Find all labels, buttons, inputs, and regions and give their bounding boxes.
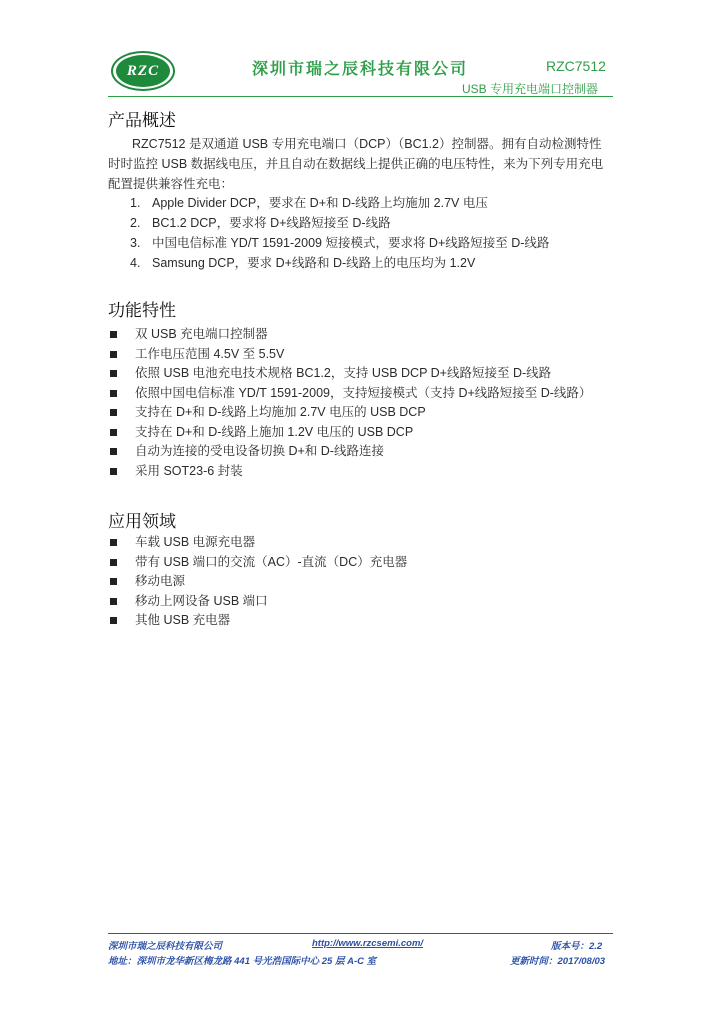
list-item: 3. 中国电信标准 YD/T 1591-2009 短接模式，要求将 D+线路短接至 D-线路 bbox=[130, 236, 550, 250]
product-subtitle: USB 专用充电端口控制器 bbox=[462, 82, 599, 96]
bullet-icon bbox=[110, 429, 117, 436]
logo-text: RZC bbox=[116, 55, 170, 87]
applications-heading: 应用领域 bbox=[108, 512, 176, 531]
footer-version: 版本号：2.2 bbox=[551, 941, 603, 952]
list-item: 带有 USB 端口的交流（AC）-直流（DC）充电器 bbox=[110, 553, 407, 573]
list-item: 支持在 D+和 D-线路上均施加 2.7V 电压的 USB DCP bbox=[110, 403, 591, 423]
list-item: 采用 SOT23-6 封装 bbox=[110, 462, 591, 482]
bullet-icon bbox=[110, 390, 117, 397]
list-item: 依照 USB 电池充电技术规格 BC1.2，支持 USB DCP D+线路短接至 D-线路 bbox=[110, 364, 591, 384]
footer-divider bbox=[108, 933, 613, 934]
overview-text: RZC7512 是双通道 USB 专用充电端口（DCP）（BC1.2）控制器。拥有自动检测特性时时监控 USB 数据线电压，并且自动在数据线上提供正确的电压特性，来为下列专用充电配置提供兼容性充电： bbox=[108, 137, 604, 191]
company-name: 深圳市瑞之辰科技有限公司 bbox=[252, 61, 469, 78]
list-item: 车载 USB 电源充电器 bbox=[110, 533, 407, 553]
list-item: 依照中国电信标准 YD/T 1591-2009，支持短接模式（支持 D+线路短接至 D-线路） bbox=[110, 384, 591, 404]
list-item: 移动电源 bbox=[110, 572, 407, 592]
overview-list bbox=[130, 193, 549, 273]
footer-company: 深圳市瑞之辰科技有限公司 bbox=[108, 941, 223, 952]
list-item: 双 USB 充电端口控制器 bbox=[110, 325, 591, 345]
company-logo bbox=[111, 51, 175, 91]
list-item: 2. BC1.2 DCP，要求将 D+线路短接至 D-线路 bbox=[130, 216, 391, 230]
footer-address: 地址：深圳市龙华新区梅龙路 441 号光浩国际中心 25 层 A-C 室 bbox=[108, 956, 377, 967]
features-list bbox=[110, 325, 591, 481]
bullet-icon bbox=[110, 370, 117, 377]
list-item: 自动为连接的受电设备切换 D+和 D-线路连接 bbox=[110, 442, 591, 462]
list-item: 工作电压范围 4.5V 至 5.5V bbox=[110, 345, 591, 365]
model-number: RZC7512 bbox=[546, 58, 606, 74]
footer-updated: 更新时间：2017/08/03 bbox=[510, 956, 606, 967]
list-item: 移动上网设备 USB 端口 bbox=[110, 592, 407, 612]
bullet-icon bbox=[110, 617, 117, 624]
features-heading: 功能特性 bbox=[108, 301, 176, 320]
bullet-icon bbox=[110, 409, 117, 416]
list-item: 其他 USB 充电器 bbox=[110, 611, 407, 631]
bullet-icon bbox=[110, 559, 117, 566]
bullet-icon bbox=[110, 578, 117, 585]
applications-list bbox=[110, 533, 407, 631]
overview-paragraph bbox=[108, 134, 613, 194]
overview-heading: 产品概述 bbox=[108, 111, 176, 130]
list-item: 支持在 D+和 D-线路上施加 1.2V 电压的 USB DCP bbox=[110, 423, 591, 443]
bullet-icon bbox=[110, 331, 117, 338]
bullet-icon bbox=[110, 448, 117, 455]
bullet-icon bbox=[110, 539, 117, 546]
bullet-icon bbox=[110, 468, 117, 475]
bullet-icon bbox=[110, 351, 117, 358]
header-divider bbox=[108, 96, 613, 97]
bullet-icon bbox=[110, 598, 117, 605]
list-item: 4. Samsung DCP，要求 D+线路和 D-线路上的电压均为 1.2V bbox=[130, 256, 476, 270]
list-item: 1. Apple Divider DCP，要求在 D+和 D-线路上均施加 2.7V 电压 bbox=[130, 196, 488, 210]
footer-website-link[interactable]: http://www.rzcsemi.com/ bbox=[312, 938, 424, 949]
